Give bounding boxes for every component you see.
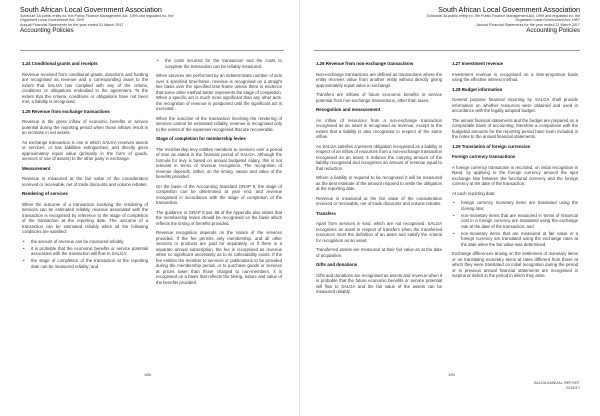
paragraph: Gifts and donations are recognised as assets and revenue when it is probable that the future economic benefits or service potential will flow to SALGA and the fair value of the assets can be measured reliably. <box>316 272 442 294</box>
header-ordinance: Organised Local Government Act, 1997 <box>20 18 85 23</box>
footer-report-title: SALGA ANNUAL REPORT <box>533 380 580 385</box>
paragraph: Transferred assets are measured at their fair value as at the date of acquisition. <box>316 247 442 258</box>
bullet-item: • the stage of completion of the transaction at the reporting date can be measured reliably; and <box>22 258 148 269</box>
paragraph: Transfers are inflows of future economic benefits or service potential from non-exchange transactions, other than taxes. <box>316 92 442 103</box>
page-footer <box>534 380 581 390</box>
paragraph: The membership levy entitles members to services over a period of time as stated in the financial period of SALGA. Although the formula for levy is based on annual budgeted salary, this is not relevant in terms of revenue recognition. The recognition of revenue depends, rather, on the timing, nature and value of the benefits provided. <box>156 146 282 179</box>
paragraph: Revenue received from conditional grants, donations and funding are recognised as revenue and a corresponding asset to the extent that SALGA has complied with any of the criteria, conditions or obligations embodied in the agreement. To the extent that the criteria, conditions or obligations have not been met, a liability is recognised. <box>22 71 148 104</box>
paragraph: An exchange transaction is one in which SALGA receives assets or services, or has liabilities extinguished, and directly gives approximately equal value (primarily in the form of goods, services or use of assets) to the other party in exchange. <box>22 139 148 161</box>
paragraph: On the basis of the Accounting Standard GRAP 9, the stage of completion can be determined at year end, and revenue recognised in accordance with the stage of completion of the transaction. <box>156 183 282 205</box>
page-number: 199 <box>448 372 455 377</box>
paragraph: As SALGA satisfies a present obligation recognised as a liability in respect of an inflow of resources from a non-exchange transaction recognised as an asset, it reduces the carrying amount of the liability recognised and recognises an amount of revenue equal to that reduction. <box>316 143 442 171</box>
paragraph: A foreign currency transaction is recorded, on initial recognition in Rand, by applying to the foreign currency amount the spot exchange rate between the functional currency and the foreign currency at the date of the transaction. <box>452 164 578 186</box>
header-org: South African Local Government Association <box>20 5 162 14</box>
section-heading: Recognition and measurement <box>316 107 381 112</box>
paragraph: At each reporting date: <box>452 190 496 196</box>
bullet-list <box>22 239 148 270</box>
header-section: Accounting Policies <box>526 27 580 35</box>
column <box>452 58 578 283</box>
header-ordinance: Organised Local Government Act, 1997 <box>515 18 580 23</box>
paragraph: Revenue is the gross inflow of economic benefits or service potential during the reporting period when those inflows result in an increase in net assets. <box>22 119 148 135</box>
bullet-item: • it is probable that the economic benefits or service potential associated with the transaction will flow to SALGA; <box>22 246 148 257</box>
section-heading: Stage of completion for membership levies <box>156 136 246 141</box>
column <box>22 58 148 273</box>
paragraph: Non-exchange transactions are defined as transactions where the entity receives value from another entity without directly giving approximately equal value in exchange. <box>316 71 442 88</box>
section-heading: Transfers <box>316 210 336 216</box>
paragraph: Apart from services in kind, which are not recognised, SALGA recognises an asset in respect of transfers when the transferred resources meet the definition of an asset and satisfy the criteria for recognition as an asset. <box>316 221 442 243</box>
section-heading: Measurement <box>22 165 51 171</box>
header-section: Accounting Policies <box>20 27 74 35</box>
page-header <box>20 6 284 35</box>
paragraph: When the outcome of the transaction involving the rendering of services cannot be estimated reliably, revenue is recognised only to the extent of the expenses recognised that are recoverable. <box>156 115 282 132</box>
paragraph: Revenue is measured at the fair value of the consideration received or receivable, net of trade discounts and volume rebates. <box>22 176 148 187</box>
header-rule <box>20 50 284 51</box>
section-heading: 1.27 Investment revenue <box>452 61 504 66</box>
bullet-list <box>156 58 282 69</box>
paragraph: General purpose financial reporting by SALGA shall provide information on whether resources were obtained and used in accordance with the legally adopted budget. <box>452 97 578 113</box>
header-org: South African Local Government Association <box>438 5 580 14</box>
paragraph: Where a liability is required to be recognised it will be measured as the best estimate of the amount required to settle the obligation at the reporting date. <box>316 175 442 191</box>
header-schedule: Schedule 3A public entity iro. the Public Finance Management Act, 1999 and regulated iro. the <box>426 14 580 18</box>
bullet-item: • non-monetary items that are measured in terms of historical cost in a foreign currency are translated using the exchange rate at the date of the transaction; and <box>452 213 578 230</box>
section-heading: Gifts and donations <box>316 262 358 267</box>
header-rule <box>314 50 580 51</box>
paragraph: The guidance in GRAP 9 par. 68 of the Appendix also states that the membership levies should be recognised on the basis which reflects the timing of benefits provided. <box>156 209 282 226</box>
header-schedule: Schedule 3A public entity iro. the Public Finance Management Act, 1999 and regulated iro. the <box>20 14 174 18</box>
section-heading: 1.24 Conditional grants and receipts <box>22 61 98 66</box>
paragraph: When the outcome of a transaction involving the rendering of services can be estimated reliably, revenue associated with the transaction is recognised by reference to the stage of completion of the transaction at the reporting date. The outcome of a transaction can be estimated reliably when all the following conditions are satisfied: <box>22 201 148 234</box>
header-statements: Annual Financial Statements for the year ended 31 March 2017 <box>20 22 124 27</box>
page-number: 198 <box>144 372 151 377</box>
paragraph: Revenue recognition depends on the nature of the services provided. If the fee permits only membership, and all other services or products are paid for separately, or if there is a separate annual subscription, the fee is recognised as revenue when no significant uncertainty as to its collectability exists. If the fee entitles the member to services or publications to be provided during the membership period, or to purchase goods or services at prices lower than those charged to non-members, it is recognised on a basis that reflects the timing, nature and value of the benefits provided. <box>156 230 282 285</box>
page-header <box>314 6 580 35</box>
column <box>156 58 282 289</box>
section-heading: 1.28 Budget information <box>452 86 503 92</box>
paragraph: When services are performed by an indeterminate number of acts over a specified time-frame, revenue is recognised on a straight line basis over the specified time-frame unless there is evidence that some other method better represents the stage of completion. When a specific act is much more significant than any other acts, the recognition of revenue is postponed until the significant act is executed. <box>156 73 282 111</box>
bullet-item: • foreign currency monetary items are translated using the closing rate; <box>452 200 578 211</box>
section-heading: 1.26 Revenue from non-exchange transactions <box>316 61 414 66</box>
paragraph: The annual financial statements and the budget are prepared on a comparable basis of accounting, therefore a comparison with the budgeted amounts for the reporting period have been included in the notes to the annual financial statements. <box>452 117 578 139</box>
right-page <box>300 0 600 416</box>
paragraph: Exchange differences arising on the settlement of monetary items or on translating monetary items at rates different from those at which they were translated on initial recognition during the period or in previous annual financial statements are recognised in surplus or deficit in the period in which they arise. <box>452 251 578 278</box>
bullet-item: • the amount of revenue can be measured reliably; <box>22 239 148 245</box>
section-heading: 1.25 Revenue from exchange transactions <box>22 108 110 114</box>
bullet-item: • the costs incurred for the transaction and the costs to complete the transaction can be reliably measured. <box>156 58 282 69</box>
header-statements: Annual Financial Statements for the year ended 31 March 2017 <box>476 22 580 27</box>
paragraph: Revenue is measured at the fair value of the consideration received or receivable, net of trade discounts and volume rebates. <box>316 195 442 206</box>
bullet-list <box>452 200 578 247</box>
bullet-item: • non-monetary items that are measured at fair value in a foreign currency are translated using the exchange rates at the date when the fair value was determined. <box>452 231 578 248</box>
column <box>316 58 442 299</box>
paragraph: An inflow of resources from a non-exchange transaction recognised as an asset is recognised as revenue, except to the extent that a liability is also recognised in respect of the same inflow. <box>316 117 442 139</box>
section-heading: Rendering of services <box>22 191 68 196</box>
section-heading: 1.29 Translation of foreign currencies <box>452 143 531 149</box>
section-heading: Foreign currency transactions <box>452 154 516 159</box>
paragraph: Investment revenue is recognised on a time-proportion basis using the effective interest method. <box>452 71 578 82</box>
footer-report-year: 2016/17 <box>565 385 580 390</box>
